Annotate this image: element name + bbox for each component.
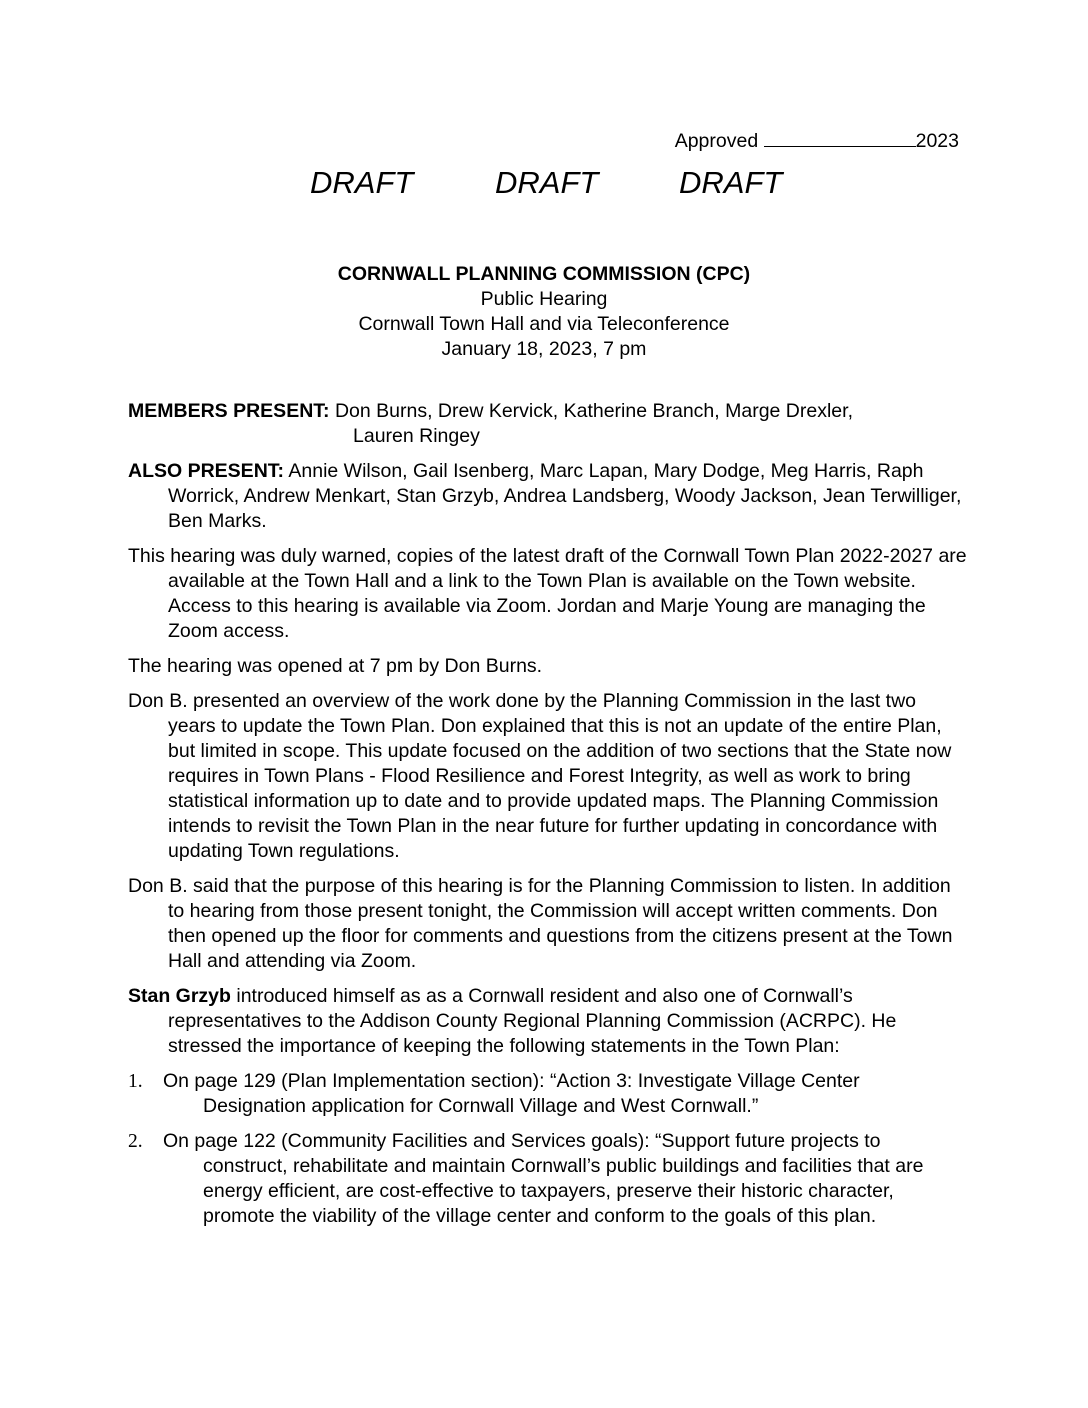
stan-grzyb-paragraph [128, 984, 968, 1059]
list-number: 2. [128, 1131, 143, 1152]
members-present-line1: Don Burns, Drew Kervick, Katherine Branch, Marge Drexler, [329, 400, 853, 422]
list-item [128, 1069, 968, 1119]
members-present-line2: Lauren Ringey [353, 425, 480, 447]
minutes-body [128, 399, 968, 1239]
list-text: On page 122 (Community Facilities and Services goals): “Support future projects to construct, rehabilitate and maintain Cornwall’s public buildings and facilities that are energy efficient, are cost-effective to taxpayers, preserve their historic character, promote the viability of the village center and conform to the goals of this plan. [163, 1130, 924, 1227]
approved-year: 2023 [915, 130, 959, 152]
event-date: January 18, 2023, 7 pm [441, 338, 647, 360]
event-location: Cornwall Town Hall and via Teleconference [358, 313, 730, 335]
opened-paragraph: The hearing was opened at 7 pm by Don Burns. [128, 655, 543, 677]
stan-grzyb-text: introduced himself as as a Cornwall resident and also one of Cornwall’s representatives to the Addison County Regional Planning Commission (ACRPC). He stressed the importance of keeping the following statements in the Town Plan: [168, 985, 897, 1057]
draft-mark: DRAFT [679, 165, 783, 200]
organization-title: CORNWALL PLANNING COMMISSION (CPC) [337, 263, 751, 285]
purpose-paragraph: Don B. said that the purpose of this hearing is for the Planning Commission to listen. In addition to hearing from those present tonight, the Commission will accept written comments. Don then opened up the floor for comments and questions from the citizens present at the Town Hall and attending via Zoom. [128, 875, 953, 972]
members-present-label: MEMBERS PRESENT: [128, 400, 330, 422]
list-item [128, 1129, 968, 1229]
event-type: Public Hearing [480, 288, 608, 310]
approval-date-blank [764, 128, 916, 147]
approved-label: Approved [674, 130, 759, 152]
draft-mark: DRAFT [310, 165, 414, 200]
draft-mark: DRAFT [495, 165, 599, 200]
approval-line [675, 128, 959, 154]
document-heading [0, 262, 1088, 362]
also-present [128, 459, 968, 534]
overview-paragraph: Don B. presented an overview of the work done by the Planning Commission in the last two years to update the Town Plan. Don explained that this is not an update of the entire Plan, but limited in scope. This update focused on the addition of two sections that the State now requires in Town Plans - Flood Resilience and Forest Integrity, as well as work to bring statistical information up to date and to provide updated maps. The Planning Commission intends to revisit the Town Plan in the near future for further updating in concordance with updating Town regulations. [128, 690, 952, 862]
also-present-names: Annie Wilson, Gail Isenberg, Marc Lapan, Mary Dodge, Meg Harris, Raph Worrick, Andrew Menkart, Stan Grzyb, Andrea Landsberg, Woody Jackson, Jean Terwilliger, Ben Marks. [168, 460, 962, 532]
list-number: 1. [128, 1071, 143, 1092]
also-present-label: ALSO PRESENT: [128, 460, 285, 482]
warning-paragraph: This hearing was duly warned, copies of the latest draft of the Cornwall Town Plan 2022-2027 are available at the Town Hall and a link to the Town Plan is available on the Town website. Access to this hearing is available via Zoom. Jordan and Marje Young are managing the Zoom access. [128, 545, 967, 642]
members-present [128, 399, 968, 449]
speaker-name: Stan Grzyb [128, 985, 231, 1007]
list-text: On page 129 (Plan Implementation section): “Action 3: Investigate Village Center Designation application for Cornwall Village and West Cornwall.” [163, 1070, 860, 1117]
